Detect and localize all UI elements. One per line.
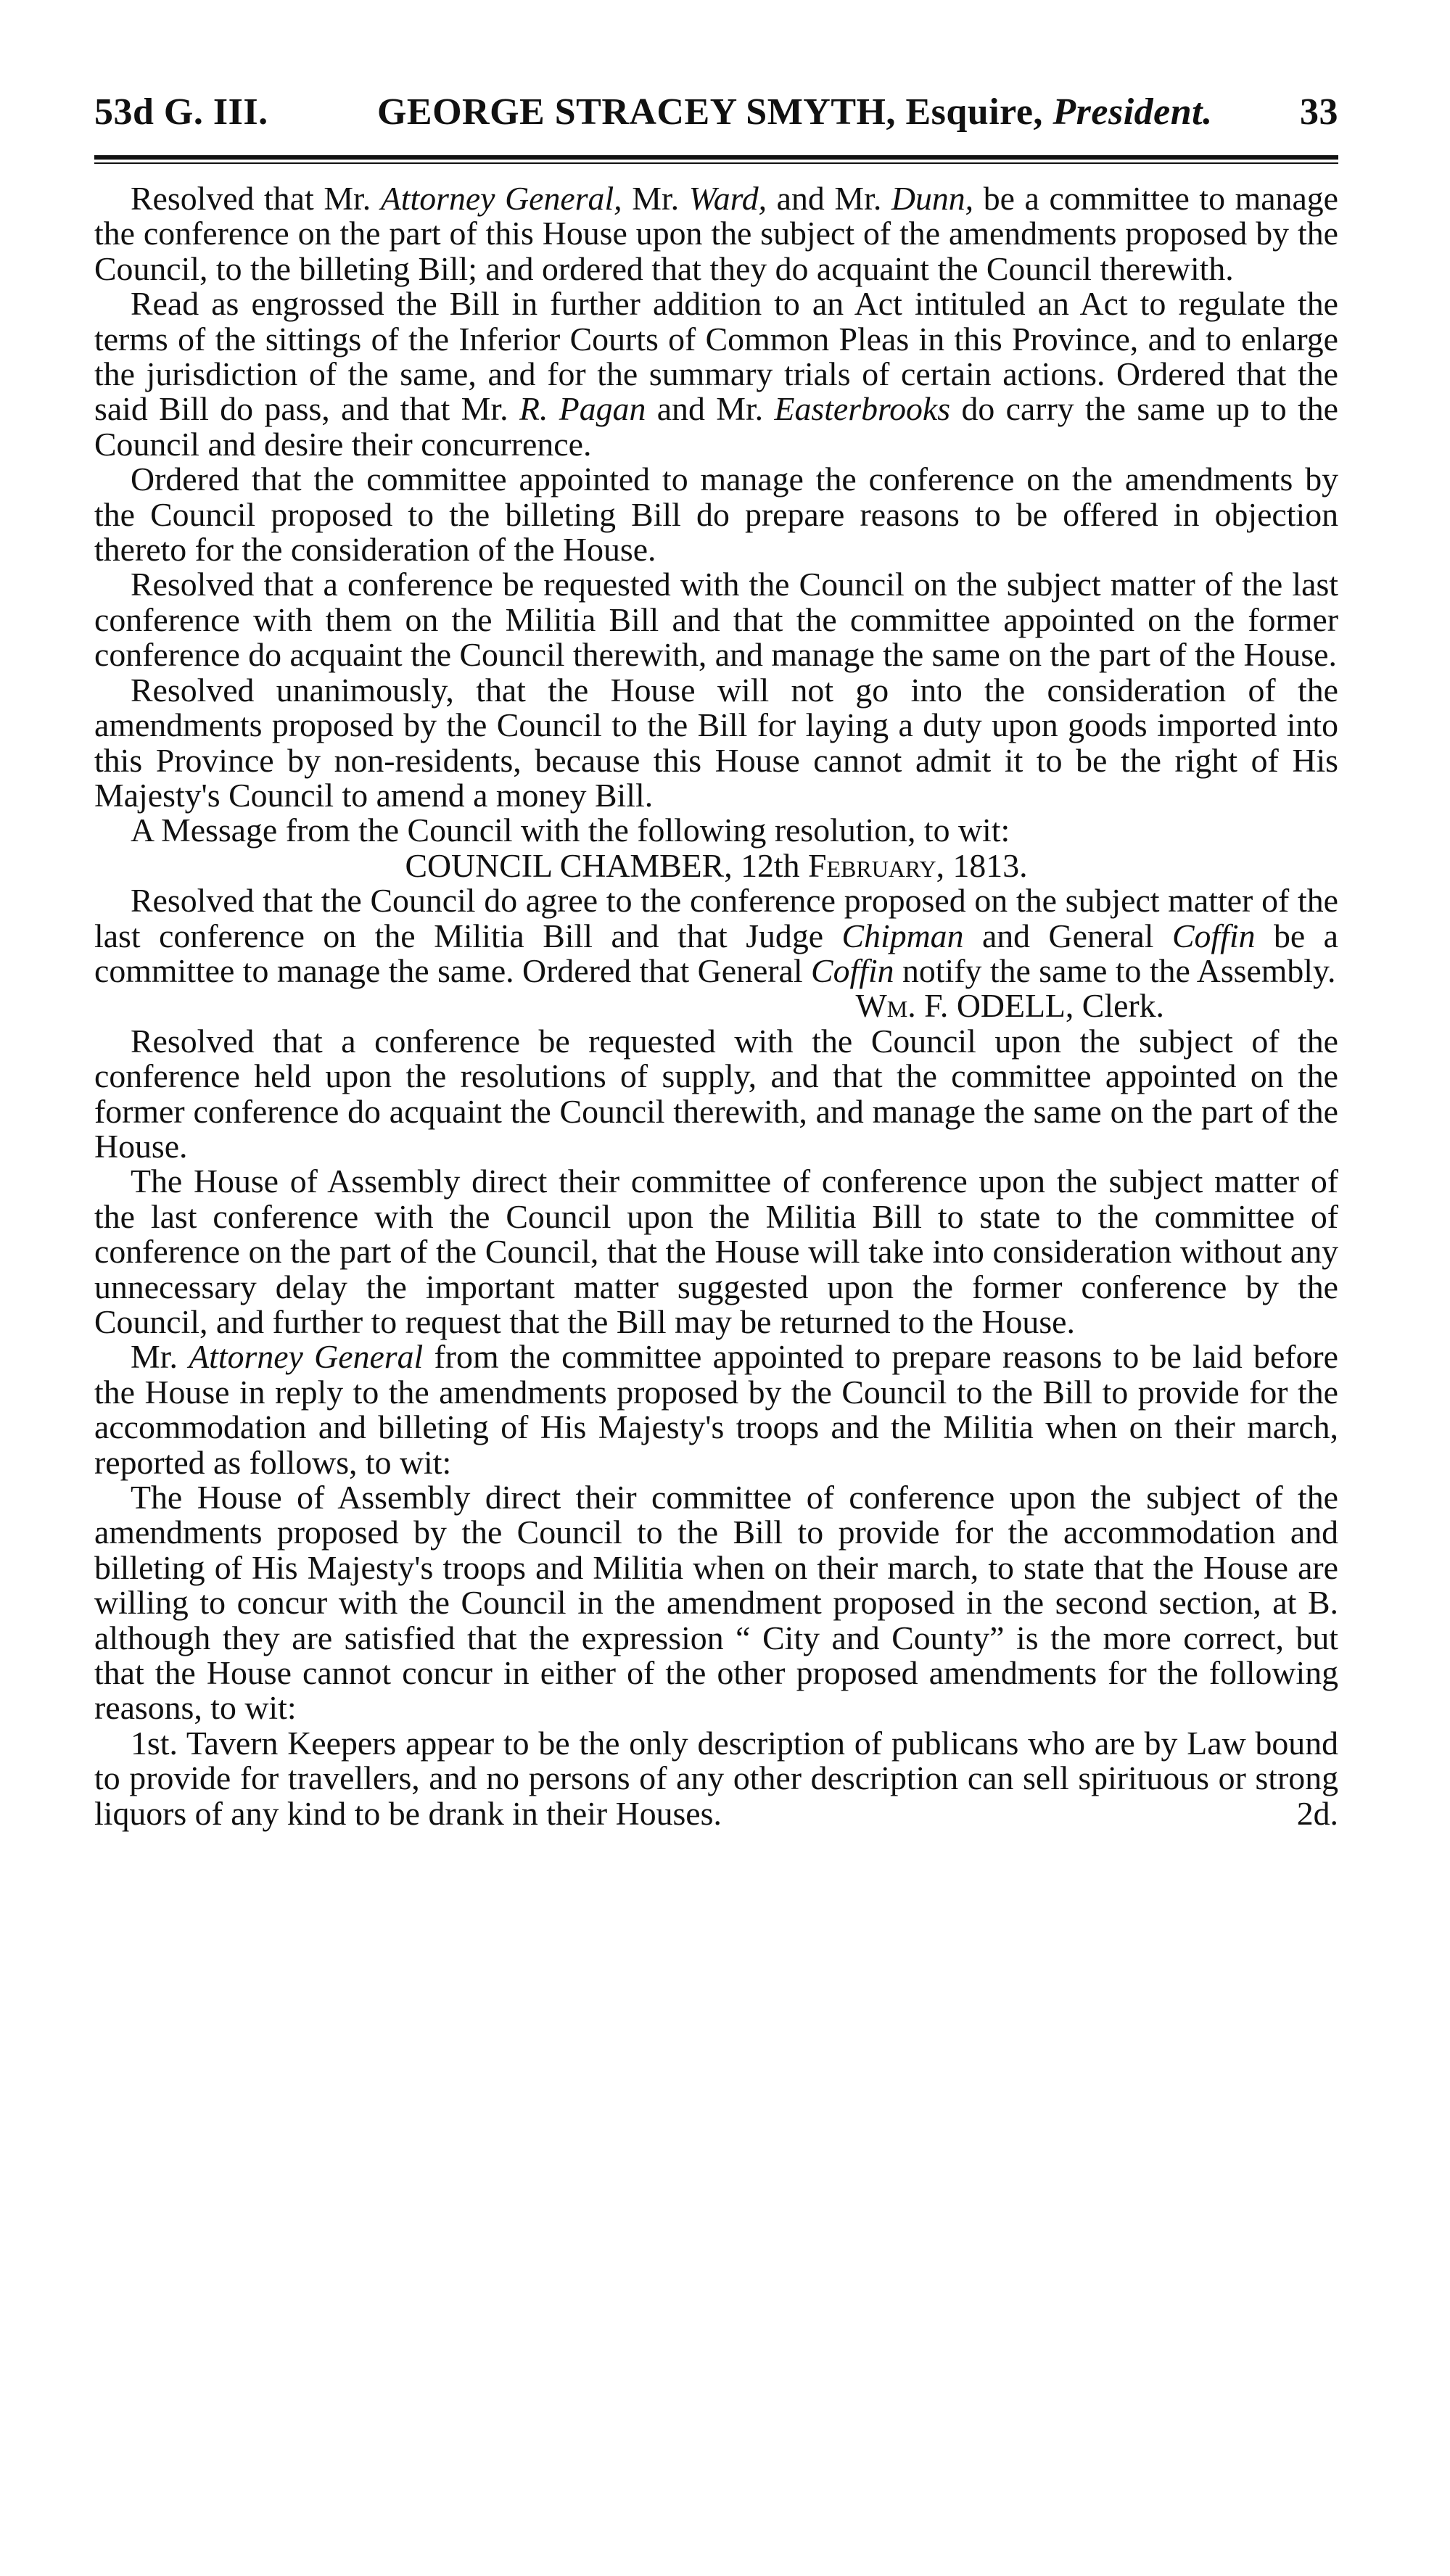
paragraph-committee-conference: Resolved that Mr. Attorney General, Mr. Ward, and Mr. Dunn, be a committee to manage the conference on the part of this House upon the subject of the amendments proposed by the Council, to the billeting Bill; and ordered that they do acquaint the Council therewith. [94, 180, 1338, 287]
paragraph-militia-bill-request: The House of Assembly direct their committee of conference upon the subject matter of the last conference with the Council upon the Militia Bill to state to the committee of conference on the part of the Council, that the House will take into consideration without any unnecessary delay the important matter suggested upon the former conference by the Council, and further to request that the Bill may be returned to the House. [94, 1163, 1338, 1340]
header-rule-thick [94, 155, 1338, 160]
header-title-italic: President. [1053, 91, 1213, 133]
header-rule-thin [94, 162, 1338, 164]
paragraph-amendment-reasons: The House of Assembly direct their committee of conference upon the subject of the amendments proposed by the Council to the Bill to provide for the accommodation and billeting of His Majesty's troops and Militia when on their march, to state that the House are willing to concur with the Council in the amendment proposed in the second section, at B. although they are satisfied that the expression “ City and County” is the more correct, but that the House cannot concur in either of the other proposed amendments for the following reasons, to wit: [94, 1479, 1338, 1727]
clerk-signature: Wm. F. ODELL, Clerk. [855, 987, 1164, 1025]
document-body [94, 181, 1338, 1832]
running-header [94, 80, 1338, 144]
paragraph-supply-conference: Resolved that a conference be requested with the Council upon the subject of the conference held upon the resolutions of supply, and that the committee appointed on the former conference do acquaint the Council therewith, and manage the same on the part of the House. [94, 1022, 1338, 1165]
paragraph-militia-conference: Resolved that a conference be requested with the Council on the subject matter of the last conference with them on the Militia Bill and that the committee appointed on the former conference do acquaint the Council therewith, and manage the same on the part of the House. [94, 566, 1338, 674]
paragraph-billeting-reasons: Ordered that the committee appointed to manage the conference on the amendments by the Council proposed to the billeting Bill do prepare reasons to be offered in objection thereto for the consideration of the House. [94, 461, 1338, 569]
catchword: 2d. [1296, 1795, 1338, 1833]
paragraph-council-resolution: Resolved that the Council do agree to the conference proposed on the subject matter of the last conference on the Militia Bill and that Judge Chipman and General Coffin be a committee to manage the same. Ordered that General Coffin notify the same to the Assembly. [94, 882, 1338, 989]
paragraph-council-message: A Message from the Council with the following resolution, to wit: [131, 812, 1010, 849]
header-title: GEORGE STRACEY SMYTH, Esquire, President. [376, 91, 1213, 133]
paragraph-tavern-keepers: 1st. Tavern Keepers appear to be the only description of publicans who are by Law bound to provide for travellers, and no persons of any other description can sell spirituous or strong liquors of any kind to be drank in their Houses. [94, 1724, 1338, 1832]
paragraph-attorney-report: Mr. Attorney General from the committee appointed to prepare reasons to be laid before the House in reply to the amendments proposed by the Council to the Bill to provide for the accommodation and billeting of His Majesty's troops and the Militia when on their march, reported as follows, to wit: [94, 1338, 1338, 1481]
dateline: COUNCIL CHAMBER, 12th February, 1813. [405, 846, 1028, 884]
paragraph-engrossed-bill: Read as engrossed the Bill in further addition to an Act intituled an Act to regulate the terms of the sittings of the Inferior Courts of Common Pleas in this Province, and to enlarge the jurisdiction of the same, and for the summary trials of certain actions. Ordered that the said Bill do pass, and that Mr. R. Pagan and Mr. Easterbrooks do carry the same up to the Council and desire their concurrence. [94, 285, 1338, 463]
regnal-year: 53d G. III. [94, 91, 268, 133]
page-number: 33 [1300, 91, 1338, 133]
paragraph-money-bill: Resolved unanimously, that the House will not go into the consideration of the amendments proposed by the Council to the Bill for laying a duty upon goods imported into this Province by non-residents, because this House cannot admit it to be the right of His Majesty's Council to amend a money Bill. [94, 671, 1338, 814]
